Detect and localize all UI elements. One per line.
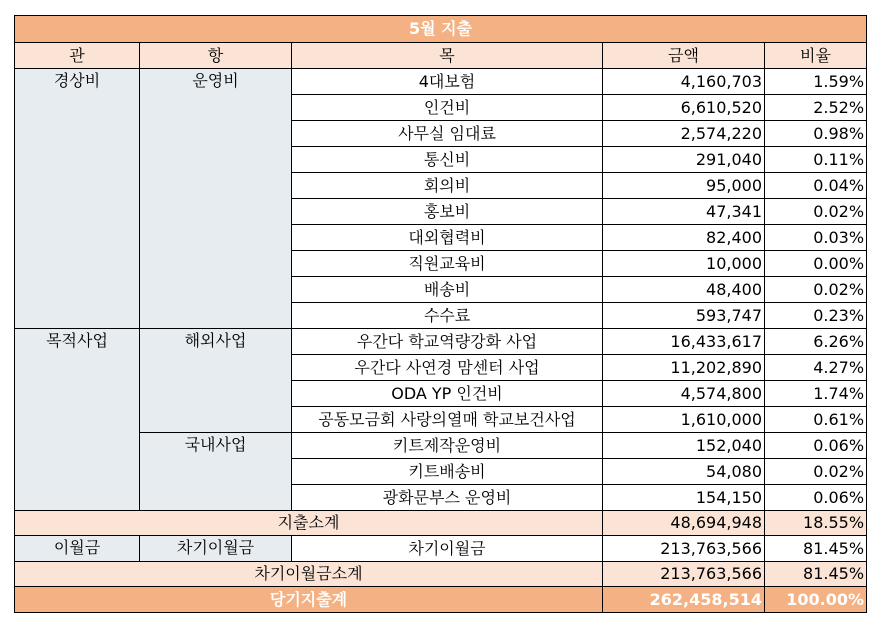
ratio-cell: 81.45% bbox=[765, 536, 867, 562]
ratio-cell: 0.98% bbox=[765, 121, 867, 147]
hang-cell: 차기이월금 bbox=[140, 536, 292, 562]
amount-cell: 152,040 bbox=[603, 433, 765, 459]
hang-cell: 해외사업 bbox=[140, 329, 292, 433]
ratio-cell: 0.03% bbox=[765, 225, 867, 251]
mok-cell: 통신비 bbox=[292, 147, 603, 173]
ratio-cell: 6.26% bbox=[765, 329, 867, 355]
mok-cell: 공동모금회 사랑의열매 학교보건사업 bbox=[292, 407, 603, 433]
ratio-cell: 0.23% bbox=[765, 303, 867, 329]
ratio-cell: 0.61% bbox=[765, 407, 867, 433]
header-ratio: 비율 bbox=[765, 43, 867, 69]
expense-subtotal-row bbox=[15, 511, 867, 536]
mok-cell: 회의비 bbox=[292, 173, 603, 199]
mok-cell: 배송비 bbox=[292, 277, 603, 303]
mok-cell: 4대보험 bbox=[292, 69, 603, 95]
subtotal-amount: 48,694,948 bbox=[603, 511, 765, 536]
header-row bbox=[15, 43, 867, 69]
gwan-cell: 이월금 bbox=[15, 536, 140, 562]
amount-cell: 10,000 bbox=[603, 251, 765, 277]
amount-cell: 54,080 bbox=[603, 459, 765, 485]
amount-cell: 154,150 bbox=[603, 485, 765, 511]
mok-cell: 광화문부스 운영비 bbox=[292, 485, 603, 511]
carryover-subtotal-ratio: 81.45% bbox=[765, 562, 867, 587]
hang-cell: 운영비 bbox=[140, 69, 292, 329]
amount-cell: 4,160,703 bbox=[603, 69, 765, 95]
carryover-subtotal-row bbox=[15, 562, 867, 587]
carryover-subtotal-amount: 213,763,566 bbox=[603, 562, 765, 587]
expense-table bbox=[14, 15, 867, 613]
ratio-cell: 0.02% bbox=[765, 277, 867, 303]
ratio-cell: 0.11% bbox=[765, 147, 867, 173]
subtotal-label: 지출소계 bbox=[15, 511, 603, 536]
mok-cell: ODA YP 인건비 bbox=[292, 381, 603, 407]
amount-cell: 95,000 bbox=[603, 173, 765, 199]
ratio-cell: 0.00% bbox=[765, 251, 867, 277]
mok-cell: 대외협력비 bbox=[292, 225, 603, 251]
carryover-subtotal-label: 차기이월금소계 bbox=[15, 562, 603, 587]
ratio-cell: 0.02% bbox=[765, 199, 867, 225]
grand-total-row bbox=[15, 587, 867, 613]
ratio-cell: 0.04% bbox=[765, 173, 867, 199]
mok-cell: 수수료 bbox=[292, 303, 603, 329]
gwan-cell: 경상비 bbox=[15, 69, 140, 329]
mok-cell: 키트제작운영비 bbox=[292, 433, 603, 459]
table-row bbox=[15, 69, 867, 95]
amount-cell: 593,747 bbox=[603, 303, 765, 329]
hang-cell: 국내사업 bbox=[140, 433, 292, 511]
mok-cell: 우간다 학교역량강화 사업 bbox=[292, 329, 603, 355]
table-title: 5월 지출 bbox=[15, 16, 867, 43]
ratio-cell: 1.59% bbox=[765, 69, 867, 95]
ratio-cell: 4.27% bbox=[765, 355, 867, 381]
mok-cell: 홍보비 bbox=[292, 199, 603, 225]
amount-cell: 213,763,566 bbox=[603, 536, 765, 562]
table-row bbox=[15, 329, 867, 355]
header-hang: 항 bbox=[140, 43, 292, 69]
amount-cell: 82,400 bbox=[603, 225, 765, 251]
subtotal-ratio: 18.55% bbox=[765, 511, 867, 536]
grand-total-amount: 262,458,514 bbox=[603, 587, 765, 613]
mok-cell: 키트배송비 bbox=[292, 459, 603, 485]
amount-cell: 11,202,890 bbox=[603, 355, 765, 381]
mok-cell: 사무실 임대료 bbox=[292, 121, 603, 147]
ratio-cell: 1.74% bbox=[765, 381, 867, 407]
header-gwan: 관 bbox=[15, 43, 140, 69]
grand-total-ratio: 100.00% bbox=[765, 587, 867, 613]
ratio-cell: 0.06% bbox=[765, 485, 867, 511]
amount-cell: 16,433,617 bbox=[603, 329, 765, 355]
grand-total-label: 당기지출계 bbox=[15, 587, 603, 613]
mok-cell: 인건비 bbox=[292, 95, 603, 121]
header-mok: 목 bbox=[292, 43, 603, 69]
amount-cell: 2,574,220 bbox=[603, 121, 765, 147]
header-amount: 금액 bbox=[603, 43, 765, 69]
mok-cell: 차기이월금 bbox=[292, 536, 603, 562]
amount-cell: 48,400 bbox=[603, 277, 765, 303]
amount-cell: 6,610,520 bbox=[603, 95, 765, 121]
gwan-cell: 목적사업 bbox=[15, 329, 140, 511]
amount-cell: 4,574,800 bbox=[603, 381, 765, 407]
mok-cell: 직원교육비 bbox=[292, 251, 603, 277]
amount-cell: 47,341 bbox=[603, 199, 765, 225]
mok-cell: 우간다 사연경 맘센터 사업 bbox=[292, 355, 603, 381]
table-row bbox=[15, 433, 867, 459]
carryover-row bbox=[15, 536, 867, 562]
amount-cell: 1,610,000 bbox=[603, 407, 765, 433]
amount-cell: 291,040 bbox=[603, 147, 765, 173]
ratio-cell: 2.52% bbox=[765, 95, 867, 121]
table-title-row bbox=[15, 16, 867, 43]
ratio-cell: 0.02% bbox=[765, 459, 867, 485]
ratio-cell: 0.06% bbox=[765, 433, 867, 459]
